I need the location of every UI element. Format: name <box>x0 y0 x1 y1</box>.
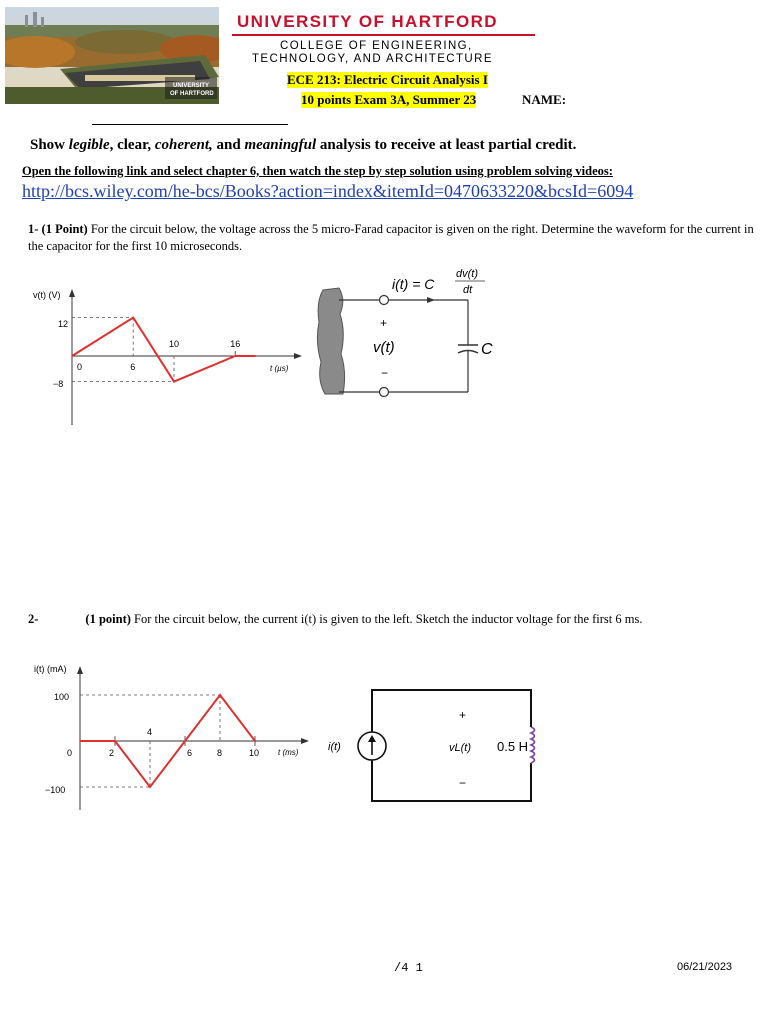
q1-voltage-waveform <box>72 318 256 382</box>
q2-xtick-4: 4 <box>147 727 153 737</box>
q1-xtick-0: 0 <box>77 362 83 372</box>
q2-ytick-0: 0 <box>67 748 73 758</box>
q1-y-arrow <box>69 289 75 297</box>
q1-xlabel: t (µs) <box>270 364 289 373</box>
q1-ytick-m8: −8 <box>53 379 64 389</box>
q1-ytick-12: 12 <box>58 319 69 329</box>
question-1 <box>28 221 758 255</box>
q1-xtick-10: 10 <box>169 339 180 349</box>
campus-photo <box>5 7 219 104</box>
q1-x-arrow <box>294 353 302 359</box>
instr-meaningful: meaningful <box>244 137 317 153</box>
name-line <box>92 124 288 125</box>
q1-terminal-bottom <box>380 388 389 397</box>
question-2 <box>28 611 758 628</box>
instr-sep1: , clear, <box>109 137 155 153</box>
q1-cap-label: C <box>481 341 493 358</box>
q2-current-graph <box>30 660 320 815</box>
q1-number: 1- <box>28 222 42 236</box>
course-title: ECE 213: Electric Circuit Analysis I <box>287 72 488 87</box>
q2-xtick-10: 10 <box>249 748 260 758</box>
instr-rest: analysis to receive at least partial credit. <box>316 137 577 153</box>
photo-logo-line1: UNIVERSITY <box>173 83 210 89</box>
q2-x-arrow <box>301 738 309 744</box>
q2-minus: − <box>459 776 467 790</box>
college-line-1: COLLEGE OF ENGINEERING, <box>280 40 473 52</box>
q2-plus: + <box>459 708 467 722</box>
instr-show: Show <box>30 137 69 153</box>
q1-xtick-16: 16 <box>230 339 241 349</box>
instructions <box>30 137 576 154</box>
page-number: /4 1 <box>394 961 423 975</box>
q1-voltage-graph <box>30 285 310 430</box>
q1-capacitor-circuit <box>313 262 513 412</box>
instr-legible: legible <box>68 137 110 153</box>
q1-source-blob <box>317 288 344 394</box>
q2-ytick-m100: −100 <box>45 785 66 795</box>
q1-voltage-label: v(t) <box>373 339 395 356</box>
college-line-2: TECHNOLOGY, AND ARCHITECTURE <box>252 53 493 65</box>
wiley-link[interactable]: http://bcs.wiley.com/he-bcs/Books?action=index&itemId=0470633220&bcsId=6094 <box>22 181 634 201</box>
instr-sep2: and <box>212 137 245 153</box>
q2-ytick-100: 100 <box>54 692 70 702</box>
q1-minus: − <box>381 366 389 380</box>
photo-logo-line2: OF HARTFORD <box>170 91 214 97</box>
q2-xtick-6: 6 <box>187 748 193 758</box>
q2-inductance: 0.5 H <box>497 739 529 754</box>
q2-points: (1 point) <box>85 612 131 626</box>
q1-plus: + <box>380 316 388 330</box>
footer-date: 06/21/2023 <box>677 961 733 973</box>
q1-text: For the circuit below, the voltage across the 5 micro-Farad capacitor is given on the right. Determine the waveform for the current in the capacitor for the first 10 microseconds. <box>28 222 754 253</box>
q1-xtick-6: 6 <box>130 362 136 372</box>
q1-current-eq: i(t) = C <box>392 276 435 292</box>
name-label: NAME: <box>522 92 567 107</box>
q1-points: (1 Point) <box>41 222 88 236</box>
q2-xtick-2: 2 <box>109 748 115 758</box>
q2-inductor-circuit <box>325 685 555 810</box>
q1-ylabel: v(t) (V) <box>33 290 61 300</box>
q2-y-arrow <box>77 666 83 674</box>
title-rule <box>232 34 535 36</box>
q2-vl-label: vL(t) <box>449 742 471 754</box>
q1-current-arrow <box>427 297 435 303</box>
q2-source-label: i(t) <box>328 741 341 753</box>
instr-coherent: coherent, <box>154 137 213 153</box>
q2-text: For the circuit below, the current i(t) is given to the left. Sketch the inductor voltage for the first 6 ms. <box>130 612 643 626</box>
q2-xlabel: t (ms) <box>278 748 299 757</box>
q2-xtick-8: 8 <box>217 748 223 758</box>
q1-frac-den: dt <box>463 284 473 296</box>
q2-ylabel: i(t) (mA) <box>34 664 67 674</box>
exam-title: 10 points Exam 3A, Summer 23 <box>301 92 477 107</box>
q1-terminal-top <box>380 296 389 305</box>
university-title: UNIVERSITY OF HARTFORD <box>237 12 498 31</box>
q2-number: 2- <box>28 612 39 626</box>
link-instructions: Open the following link and select chapter 6, then watch the step by step solution using problem solving videos: <box>22 164 613 178</box>
q1-frac-num: dv(t) <box>456 268 478 280</box>
